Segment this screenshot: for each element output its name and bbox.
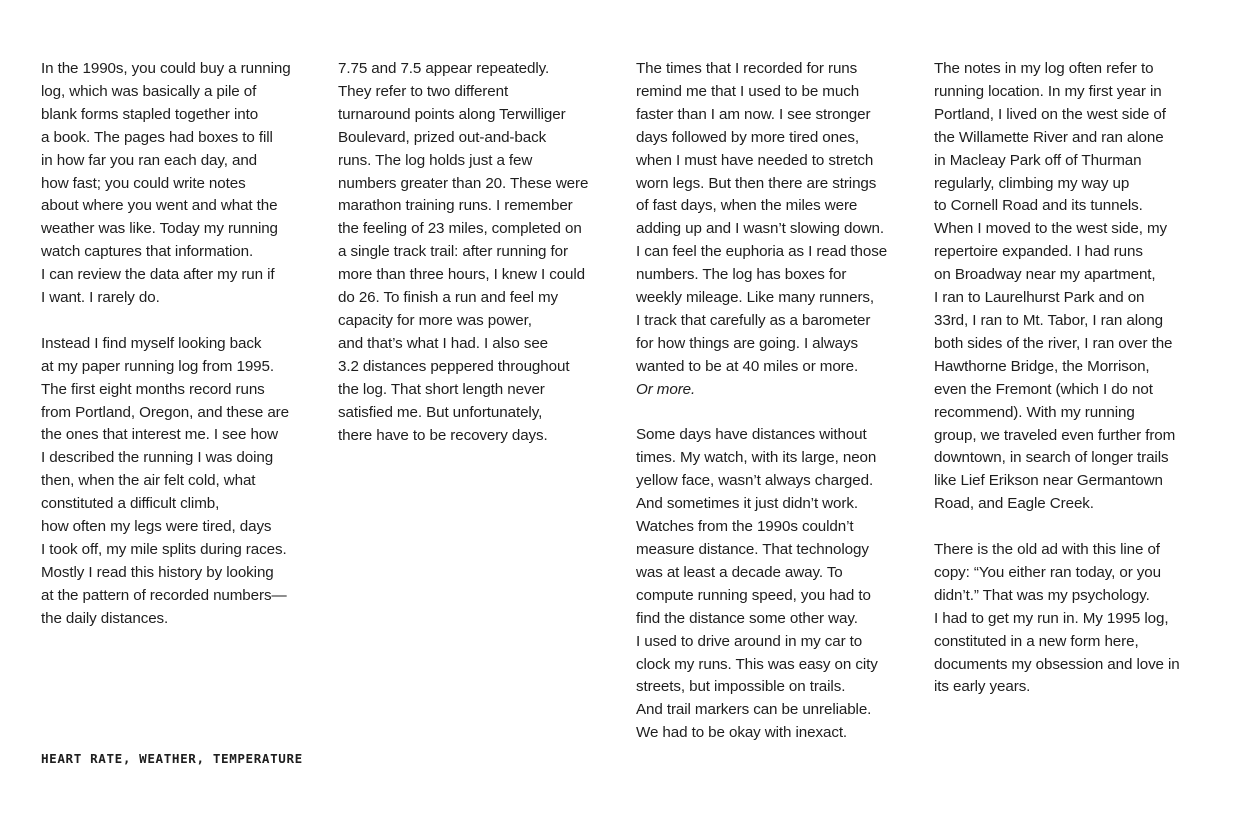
text-line: Instead I find myself looking back — [41, 334, 262, 352]
text-line: a book. The pages had boxes to fill — [41, 128, 273, 146]
text-line: adding up and I wasn’t slowing down. — [636, 220, 885, 238]
paragraph — [636, 424, 918, 745]
text-line: to Cornell Road and its tunnels. — [934, 197, 1143, 215]
text-line: find the distance some other way. — [636, 609, 858, 627]
text-line: The first eight months record runs — [41, 380, 265, 398]
text-line: how often my legs were tired, days — [41, 518, 272, 536]
text-line: downtown, in search of longer trails — [934, 449, 1169, 467]
text-line: at my paper running log from 1995. — [41, 357, 274, 375]
text-line: running location. In my first year in — [934, 82, 1162, 100]
text-line: 7.75 and 7.5 appear repeatedly. — [338, 60, 550, 77]
text-line: the log. That short length never — [338, 380, 545, 398]
text-line: documents my obsession and love in — [934, 655, 1180, 673]
text-line: was at least a decade away. To — [636, 563, 843, 581]
text-line: the Willamette River and ran alone — [934, 128, 1164, 146]
text-line: the feeling of 23 miles, completed on — [338, 220, 582, 238]
text-line: days followed by more tired ones, — [636, 128, 859, 146]
text-line: 33rd, I ran to Mt. Tabor, I ran along — [934, 311, 1164, 329]
text-line: In the 1990s, you could buy a running — [41, 60, 291, 77]
paragraph — [934, 539, 1216, 699]
text-line: blank forms stapled together into — [41, 105, 259, 123]
text-line: I used to drive around in my car to — [636, 632, 863, 650]
text-line: And sometimes it just didn’t work. — [636, 495, 858, 513]
text-column-2 — [338, 58, 620, 470]
text-line: yellow face, wasn’t always charged. — [636, 472, 874, 490]
text-line: copy: “You either ran today, or you — [934, 563, 1161, 581]
text-line: I track that carefully as a barometer — [636, 311, 871, 329]
text-line: I ran to Laurelhurst Park and on — [934, 289, 1145, 307]
text-line: And trail markers can be unreliable. — [636, 701, 872, 719]
text-line: do 26. To finish a run and feel my — [338, 289, 559, 307]
text-line: satisfied me. But unfortunately, — [338, 403, 543, 421]
text-line: for how things are going. I always — [636, 334, 859, 352]
text-line: a single track trail: after running for — [338, 243, 568, 261]
text-line: They refer to two different — [338, 82, 509, 100]
text-line: weekly mileage. Like many runners, — [636, 289, 875, 307]
text-line: how fast; you could write notes — [41, 174, 246, 192]
text-line: when I must have needed to stretch — [636, 151, 874, 169]
text-line: regularly, climbing my way up — [934, 174, 1130, 192]
text-line: then, when the air felt cold, what — [41, 472, 256, 490]
text-line: Hawthorne Bridge, the Morrison, — [934, 357, 1150, 375]
text-line: Watches from the 1990s couldn’t — [636, 518, 854, 536]
text-line: about where you went and what the — [41, 197, 278, 215]
text-line: capacity for more was power, — [338, 311, 532, 329]
text-line: recommend). With my running — [934, 403, 1135, 421]
text-line: the ones that interest me. I see how — [41, 426, 279, 444]
text-line: Road, and Eagle Creek. — [934, 495, 1094, 513]
text-line: We had to be okay with inexact. — [636, 724, 848, 742]
text-line: Mostly I read this history by looking — [41, 563, 274, 581]
text-line: didn’t.” That was my psychology. — [934, 586, 1150, 604]
text-line: measure distance. That technology — [636, 541, 869, 559]
paragraph — [636, 58, 918, 402]
text-line: turnaround points along Terwilliger — [338, 105, 566, 123]
text-line: I had to get my run in. My 1995 log, — [934, 609, 1169, 627]
section-footer-label: HEART RATE, WEATHER, TEMPERATURE — [41, 751, 303, 766]
text-line: its early years. — [934, 678, 1031, 696]
text-line: Portland, I lived on the west side of — [934, 105, 1166, 123]
text-line: even the Fremont (which I do not — [934, 380, 1153, 398]
text-line: watch captures that information. — [41, 243, 254, 261]
text-line: Boulevard, prized out-and-back — [338, 128, 547, 146]
text-line: there have to be recovery days. — [338, 426, 548, 444]
text-line: marathon training runs. I remember — [338, 197, 573, 215]
text-line: of fast days, when the miles were — [636, 197, 858, 215]
text-line: There is the old ad with this line of — [934, 541, 1160, 559]
text-line: group, we traveled even further from — [934, 426, 1176, 444]
text-line: 3.2 distances peppered throughout — [338, 357, 570, 375]
text-line: weather was like. Today my running — [41, 220, 278, 238]
text-line: wanted to be at 40 miles or more. — [636, 357, 859, 375]
text-line: constituted in a new form here, — [934, 632, 1139, 650]
text-column-1 — [41, 58, 323, 654]
text-line: I can feel the euphoria as I read those — [636, 243, 888, 261]
text-line: and that’s what I had. I also see — [338, 334, 549, 352]
text-line: times. My watch, with its large, neon — [636, 449, 877, 467]
text-line: numbers. The log has boxes for — [636, 266, 847, 284]
text-line: compute running speed, you had to — [636, 586, 871, 604]
text-line: I can review the data after my run if — [41, 266, 275, 284]
text-line: both sides of the river, I ran over the — [934, 334, 1173, 352]
paragraph — [338, 58, 620, 447]
paragraph — [41, 58, 323, 310]
text-line: log, which was basically a pile of — [41, 82, 257, 100]
text-line: the daily distances. — [41, 609, 169, 627]
text-line: from Portland, Oregon, and these are — [41, 403, 289, 421]
text-line: The times that I recorded for runs — [636, 60, 858, 77]
text-line: faster than I am now. I see stronger — [636, 105, 871, 123]
text-line: constituted a difficult climb, — [41, 495, 220, 513]
text-line: repertoire expanded. I had runs — [934, 243, 1143, 261]
text-line: remind me that I used to be much — [636, 82, 860, 100]
text-line: at the pattern of recorded numbers— — [41, 586, 287, 604]
text-line: streets, but impossible on trails. — [636, 678, 846, 696]
text-line: runs. The log holds just a few — [338, 151, 533, 169]
text-line: in Macleay Park off of Thurman — [934, 151, 1142, 169]
text-column-4 — [934, 58, 1216, 722]
text-column-3 — [636, 58, 918, 768]
text-line: on Broadway near my apartment, — [934, 266, 1156, 284]
text-line: worn legs. But then there are strings — [636, 174, 877, 192]
text-line: in how far you ran each day, and — [41, 151, 258, 169]
text-line-emphasis: Or more. — [636, 380, 696, 398]
text-line: Some days have distances without — [636, 426, 867, 444]
text-line: more than three hours, I knew I could — [338, 266, 586, 284]
text-line: The notes in my log often refer to — [934, 60, 1154, 77]
text-line: clock my runs. This was easy on city — [636, 655, 878, 673]
text-line: I took off, my mile splits during races. — [41, 541, 287, 559]
text-line: When I moved to the west side, my — [934, 220, 1168, 238]
text-line: I described the running I was doing — [41, 449, 274, 467]
text-line: like Lief Erikson near Germantown — [934, 472, 1163, 490]
paragraph — [41, 333, 323, 631]
text-line: I want. I rarely do. — [41, 289, 160, 307]
text-line: numbers greater than 20. These were — [338, 174, 589, 192]
paragraph — [934, 58, 1216, 516]
